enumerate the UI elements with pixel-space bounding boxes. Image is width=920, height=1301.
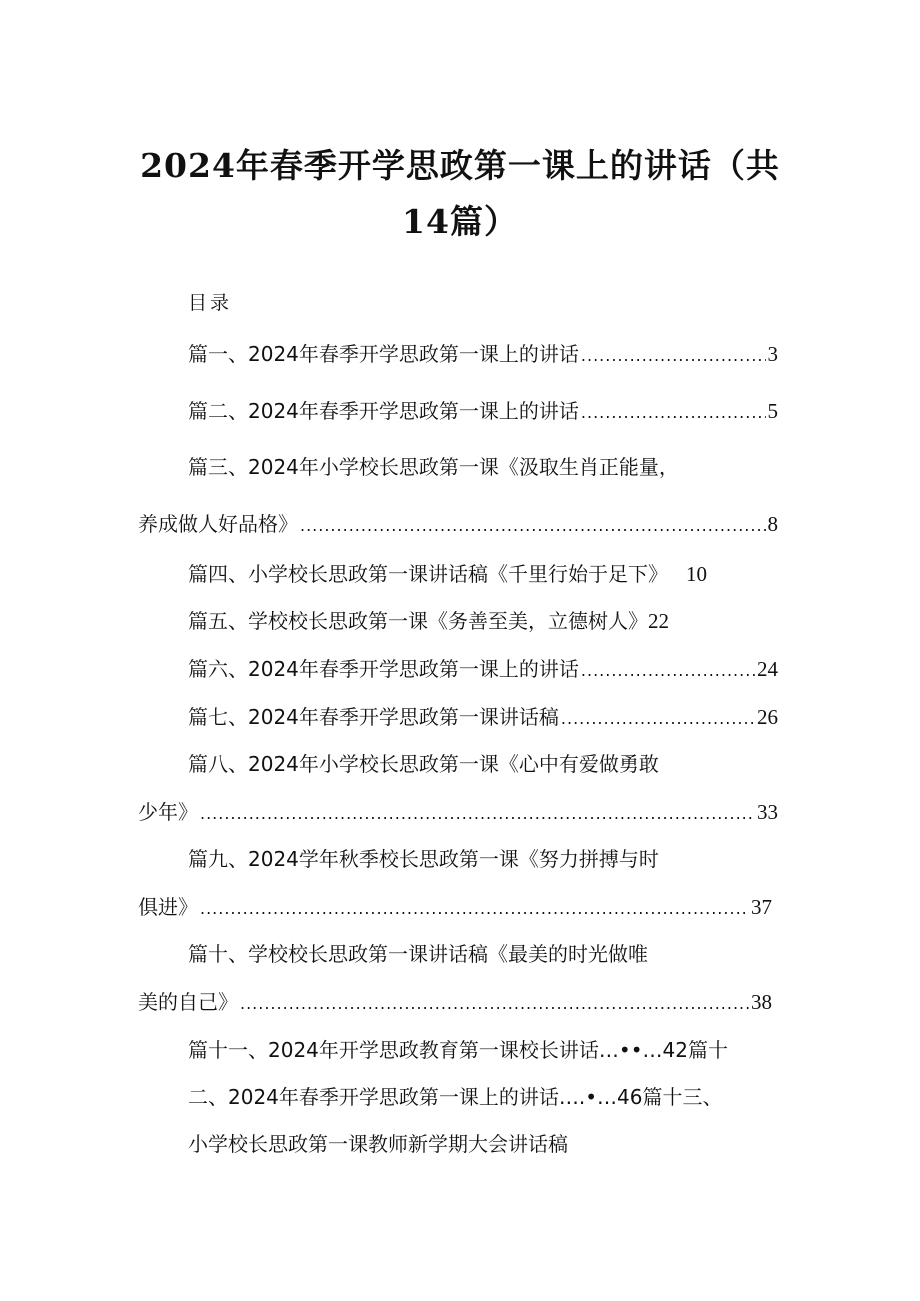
dot-leader xyxy=(581,342,766,370)
toc-page-number: 33 xyxy=(757,800,778,824)
toc-entry-text: 养成做人好品格》 xyxy=(138,512,298,536)
toc-entry-text: 篇一、2024年春季开学思政第一课上的讲话 xyxy=(188,342,579,366)
toc-page-number: 22 xyxy=(648,609,669,633)
toc-page-number: 24 xyxy=(757,657,778,681)
toc-entry-10[interactable]: 篇十、学校校长思政第一课讲话稿《最美的时光做唯 xyxy=(188,942,648,966)
toc-entry-8-continued[interactable] xyxy=(138,798,778,826)
toc-entry-1[interactable] xyxy=(188,340,778,368)
toc-entry-9[interactable]: 篇九、2024学年秋季校长思政第一课《努力拼搏与时 xyxy=(188,847,659,871)
toc-entry-text: 美的自己》 xyxy=(138,990,238,1014)
toc-entry-7[interactable] xyxy=(188,703,778,731)
toc-tail-line-1[interactable]: 篇十一、2024年开学思政教育第一课校长讲话…••…42篇十 xyxy=(188,1038,728,1062)
toc-entry-8[interactable]: 篇八、2024年小学校长思政第一课《心中有爱做勇敢 xyxy=(188,752,659,776)
toc-entry-5[interactable] xyxy=(188,607,669,635)
dot-leader xyxy=(561,705,755,733)
toc-entry-6[interactable] xyxy=(188,655,778,683)
toc-entry-text: 俱进》 xyxy=(138,895,198,919)
toc-page-number: 10 xyxy=(686,562,707,586)
toc-entry-text: 篇五、学校校长思政第一课《务善至美，立德树人》 xyxy=(188,609,648,633)
toc-entry-text: 篇六、2024年春季开学思政第一课上的讲话 xyxy=(188,657,579,681)
dot-leader xyxy=(300,512,766,540)
toc-page-number: 3 xyxy=(767,342,778,366)
toc-entry-10-continued[interactable] xyxy=(138,988,772,1016)
toc-entry-2[interactable] xyxy=(188,397,778,425)
dot-leader xyxy=(581,657,755,685)
toc-entry-text: 少年》 xyxy=(138,800,198,824)
toc-heading: 目录 xyxy=(188,292,233,314)
toc-page-number: 37 xyxy=(751,895,772,919)
toc-page-number: 5 xyxy=(767,399,778,423)
toc-entry-text: 篇四、小学校长思政第一课讲话稿《千里行始于足下》 xyxy=(188,562,668,586)
dot-leader xyxy=(200,800,755,828)
toc-page-number: 26 xyxy=(757,705,778,729)
toc-page-number: 8 xyxy=(767,512,778,536)
dot-leader xyxy=(581,399,766,427)
toc-entry-3[interactable]: 篇三、2024年小学校长思政第一课《汲取生肖正能量， xyxy=(188,455,679,479)
toc-tail-line-2[interactable]: 二、2024年春季开学思政第一课上的讲话….•…46篇十三、 xyxy=(188,1085,723,1109)
toc-entry-9-continued[interactable] xyxy=(138,893,772,921)
document-title-line-1: 2024年春季开学思政第一课上的讲话（共 xyxy=(140,146,780,185)
toc-tail-line-3[interactable]: 小学校长思政第一课教师新学期大会讲话稿 xyxy=(188,1132,568,1156)
toc-entry-4[interactable] xyxy=(188,560,707,588)
dot-leader xyxy=(240,990,749,1018)
toc-page-number: 38 xyxy=(751,990,772,1014)
dot-leader xyxy=(200,895,749,923)
toc-entry-text: 篇二、2024年春季开学思政第一课上的讲话 xyxy=(188,399,579,423)
toc-entry-text: 篇七、2024年春季开学思政第一课讲话稿 xyxy=(188,705,559,729)
document-title-line-2: 14篇） xyxy=(402,202,518,241)
toc-entry-3-continued[interactable] xyxy=(138,510,778,538)
